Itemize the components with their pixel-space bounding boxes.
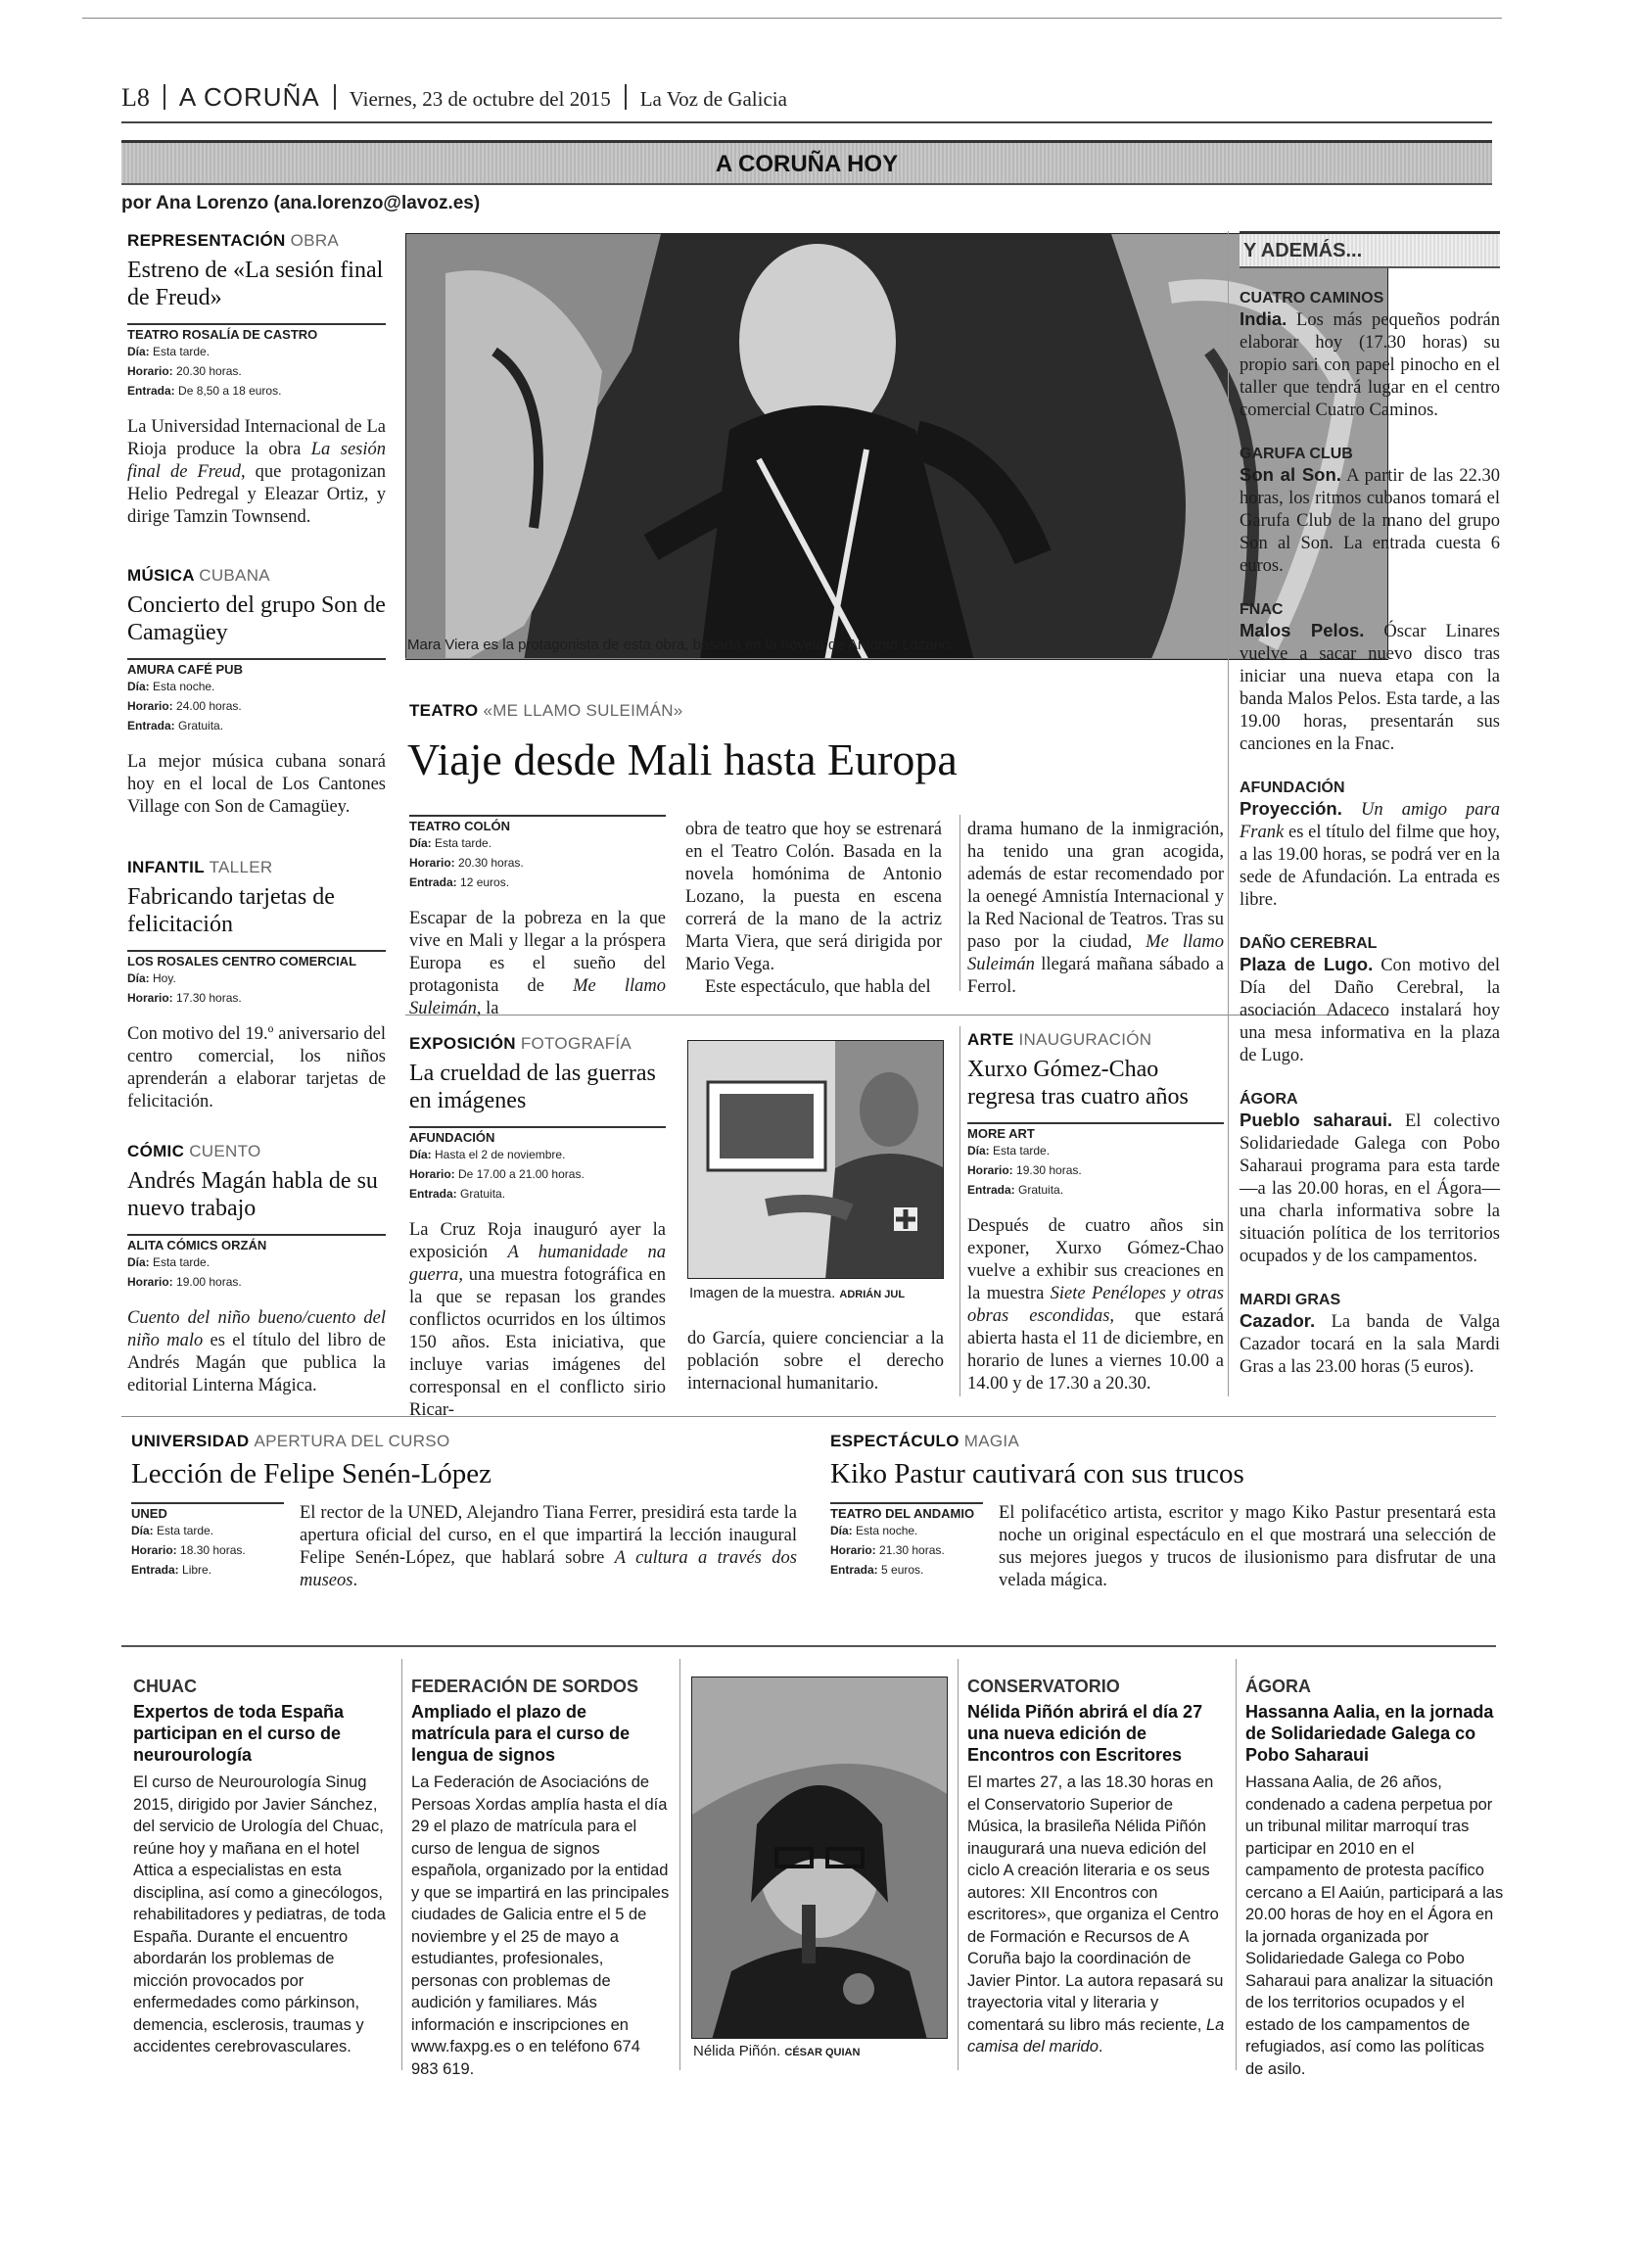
info-box: Día: Esta noche. Horario: 21.30 horas. Entrada: 5 euros. <box>830 1524 945 1577</box>
col-rule <box>958 1659 959 2070</box>
kicker: ESPECTÁCULO MAGIA <box>830 1432 1020 1450</box>
top-rule <box>82 18 1502 19</box>
main-col2: obra de teatro que hoy se estrenará en el Teatro Colón. Basada en la novela homónima de Antonio Lozano, la puesta en escena correrá de la mano de la actriz Marta Viera, que será dirigida por Mario Vega. Este espectáculo, que habla del <box>685 820 942 997</box>
info-box: Día: Esta tarde. Horario: 20.30 horas. Entrada: De 8,50 a 18 euros. <box>127 345 282 398</box>
kicker: MÚSICA CUBANA <box>127 566 270 585</box>
bottom-sordos <box>411 1677 670 2080</box>
item-body: La Federación de Asociacións de Persoas Xordas amplía hasta el día 29 el plazo de matrícula para el curso de lengua de signos española, organizado por la entidad y que se impartirá en las principales ciudades de Galicia entre el 5 de noviembre y el 25 de mayo a estudiantes, profesionales, personas con problemas de audición y familiares. Más información e inscripciones en www.faxpg.es o en teléfono 674 983 619. <box>411 1773 670 2078</box>
section-bar-title: A CORUÑA HOY <box>715 151 899 177</box>
pinon-photo-image <box>692 1677 948 2039</box>
venue: AMURA CAFÉ PUB <box>127 658 386 677</box>
venue: AFUNDACIÓN <box>409 1126 666 1145</box>
right-item-kicker: GARUFA CLUB <box>1240 446 1353 462</box>
item-infantil <box>127 858 386 1113</box>
col-rule <box>1236 1659 1237 2070</box>
venue: MORE ART <box>967 1122 1224 1141</box>
col-rule <box>679 1659 680 2070</box>
col-rule <box>959 815 960 991</box>
info-box: Día: Esta noche. Horario: 24.00 horas. Entrada: Gratuita. <box>127 680 242 732</box>
main-col3: drama humano de la inmigración, ha tenido una gran acogida, además de estar recomendado por la oenegé Amnistía Internacional y la Red Nacional de Teatros. Tras su paso por la ciudad, Me llamo Suleimán llegará mañana sábado a Ferrol. <box>967 820 1224 997</box>
right-item-kicker: DAÑO CEREBRAL <box>1240 935 1378 952</box>
item-body: El rector de la UNED, Alejandro Tiana Ferrer, presidirá esta tarde la apertura oficial del curso, en el que impartirá la lección inaugural Felipe Senén-López, que hablará sobre A cultura a través dos museos. <box>300 1503 797 1590</box>
item-musica <box>127 566 386 819</box>
pinon-caption: Nélida Piñón. CÉSAR QUIAN <box>693 2043 861 2059</box>
section-name: A CORUÑA <box>178 82 320 112</box>
item-title: Andrés Magán habla de su nuevo trabajo <box>127 1168 378 1221</box>
main-title: Viaje desde Mali hasta Europa <box>407 734 958 784</box>
right-item-kicker: FNAC <box>1240 601 1284 618</box>
right-item <box>1240 446 1500 578</box>
item-title: Xurxo Gómez-Chao regresa tras cuatro años <box>967 1057 1189 1110</box>
item-body: El polifacético artista, escritor y mago Kiko Pastur presentará esta noche un original espectáculo en el que mostrará una selección de sus mejores juegos y trucos de ilusionismo para disfrutar de una velada mágica. <box>999 1503 1496 1590</box>
right-item-text: Proyección. Un amigo para Frank es el título del filme que hoy, a las 19.00 horas, se podrá ver en la sede de Afundación. La entrada es libre. <box>1240 798 1500 910</box>
right-item <box>1240 290 1500 422</box>
page-number: L8 <box>121 83 150 112</box>
bottom-agora <box>1245 1677 1504 2080</box>
item-title: Hassanna Aalia, en la jornada de Solidariedade Galega co Pobo Saharaui <box>1245 1702 1494 1765</box>
kicker: CÓMIC CUENTO <box>127 1142 261 1160</box>
header-rule <box>121 121 1492 123</box>
item-title: Ampliado el plazo de matrícula para el curso de lengua de signos <box>411 1702 631 1765</box>
bottom-band-rule <box>121 1645 1496 1647</box>
right-item-text: India. Los más pequeños podrán elaborar hoy (17.30 horas) su propio sari con papel pinocho en el taller que tendrá lugar en el centro comercial Cuatro Caminos. <box>1240 308 1500 420</box>
info-box: Día: Esta tarde. Horario: 19.30 horas. Entrada: Gratuita. <box>967 1144 1082 1197</box>
bottom-conservatorio <box>967 1677 1226 2058</box>
right-item <box>1240 1292 1500 1379</box>
pinon-photo <box>691 1677 948 2039</box>
issue-date: Viernes, 23 de octubre del 2015 <box>349 87 611 111</box>
item-title: Concierto del grupo Son de Camagüey <box>127 592 386 645</box>
info-box: Día: Esta tarde. Horario: 18.30 horas. Entrada: Libre. <box>131 1524 246 1577</box>
item-magia <box>830 1432 1496 1592</box>
kicker: CHUAC <box>133 1677 197 1696</box>
kicker: CONSERVATORIO <box>967 1677 1120 1696</box>
band-rule <box>121 1416 1496 1417</box>
right-item <box>1240 601 1500 756</box>
info-box: Día: Hoy. Horario: 17.30 horas. <box>127 971 242 1005</box>
right-item-text: Malos Pelos. Óscar Linares vuelve a sacar nuevo disco tras iniciar una nueva etapa con la banda Malos Pelos. Esta tarde, a las 19.00 horas, presentarán sus canciones en la Fnac. <box>1240 620 1500 754</box>
right-item-kicker: AFUNDACIÓN <box>1240 780 1345 796</box>
item-body: La Universidad Internacional de La Rioja produce la obra La sesión final de Freud, que protagonizan Helio Pedregal y Eleazar Ortiz, y dirige Tamzin Townsend. <box>127 417 387 527</box>
right-item-text: Son al Son. A partir de las 22.30 horas, los ritmos cubanos tomará el Garufa Club de la mano del grupo Son al Son. La entrada cuesta 6 euros. <box>1240 464 1500 576</box>
expo-photo <box>687 1040 944 1279</box>
expo-photo-image <box>688 1041 944 1279</box>
item-title: Nélida Piñón abrirá el día 27 una nueva edición de Encontros con Escritores <box>967 1702 1203 1765</box>
kicker: ARTE INAUGURACIÓN <box>967 1030 1152 1049</box>
kicker: EXPOSICIÓN FOTOGRAFÍA <box>409 1034 632 1053</box>
venue: ALITA CÓMICS ORZÁN <box>127 1234 386 1252</box>
right-col-rule <box>1228 231 1229 1396</box>
item-body: La mejor música cubana sonará hoy en el local de Los Cantones Village con Son de Camagüey. <box>127 752 386 817</box>
expo-caption: Imagen de la muestra. ADRIÁN JUL <box>689 1285 906 1301</box>
running-header <box>121 82 787 113</box>
main-col1: Escapar de la pobreza en la que vive en Mali y llegar a la próspera Europa es el sueño del protagonista de Me llamo Suleimán, la <box>409 909 666 1018</box>
byline: por Ana Lorenzo (ana.lorenzo@lavoz.es) <box>121 193 481 213</box>
venue: UNED <box>131 1502 284 1521</box>
item-body: Después de cuatro años sin exponer, Xurxo Gómez-Chao vuelve a exhibir sus creaciones en la muestra Siete Penélopes y otras obras escondidas, que estará abierta hasta el 11 de diciembre, en horario de lunes a viernes 10.00 a 14.00 y de 17.30 a 20.30. <box>967 1216 1224 1394</box>
item-title: La crueldad de las guerras en imágenes <box>409 1061 656 1113</box>
item-expo <box>409 1034 666 1422</box>
main-kicker: TEATRO «ME LLAMO SULEIMÁN» <box>409 701 683 720</box>
item-body: Hassana Aalia, de 26 años, condenado a cadena perpetua por un tribunal militar marroquí tras participar en 2010 en el campamento de protesta pacífico cercano a El Aaiún, participará a las 20.00 horas de hoy en el Ágora en la jornada organizada por Solidariedade Galega co Pobo Saharaui para analizar la situación de los territorios ocupados y el estado de los campamentos de refugiados, así como las políticas de asilo. <box>1245 1773 1504 2078</box>
item-title: Expertos de toda España participan en el curso de neurourología <box>133 1702 345 1765</box>
venue: TEATRO DEL ANDAMIO <box>830 1502 983 1521</box>
item-uned <box>131 1432 797 1592</box>
item-body: Con motivo del 19.º aniversario del centro comercial, los niños aprenderán a elaborar tarjetas de felicitación. <box>127 1024 386 1111</box>
item-body: El curso de Neurourología Sinug 2015, dirigido por Javier Sánchez, del servicio de Urología del Chuac, reúne hoy y mañana en el hotel Attica a especialistas en esta disciplina, así como a ginecólogos, rehabilitadores y pediatras, de toda España. Durante el encuentro abordarán los problemas de micción provocados por enfermedades como párkinson, demencia, esclerosis, traumas y accidentes cerebrovasculares. <box>133 1773 386 2055</box>
right-item-kicker: ÁGORA <box>1240 1091 1298 1108</box>
kicker: ÁGORA <box>1245 1677 1311 1696</box>
item-title: Lección de Felipe Senén-López <box>131 1458 491 1489</box>
col-rule <box>959 1026 960 1396</box>
item-comic <box>127 1142 386 1397</box>
venue: TEATRO COLÓN <box>409 815 666 833</box>
col-rule <box>401 1659 402 2070</box>
right-head: Y ADEMÁS... <box>1240 231 1500 268</box>
newspaper-name: La Voz de Galicia <box>639 87 787 111</box>
right-item <box>1240 780 1500 912</box>
right-item-text: Pueblo saharaui. El colectivo Solidariedade Galega con Pobo Saharaui programa para esta tarde —a las 20.00 horas, en el Ágora— una charla informativa sobre la situación política de los territorios ocupados y de los campamentos. <box>1240 1110 1500 1266</box>
kicker: INFANTIL TALLER <box>127 858 273 876</box>
kicker: FEDERACIÓN DE SORDOS <box>411 1677 639 1696</box>
right-item-text: Cazador. La banda de Valga Cazador tocará en la sala Mardi Gras a las 23.00 horas (5 euros). <box>1240 1310 1500 1377</box>
kicker: UNIVERSIDAD APERTURA DEL CURSO <box>131 1432 450 1450</box>
photo-caption: Mara Viera es la protagonista de esta obra, basada en la novela de Antonio Lozano. <box>407 637 955 653</box>
right-column <box>1240 231 1500 1379</box>
item-title: Kiko Pastur cautivará con sus trucos <box>830 1458 1244 1489</box>
kicker: REPRESENTACIÓN OBRA <box>127 231 340 250</box>
right-item-kicker: MARDI GRAS <box>1240 1292 1341 1308</box>
section-bar <box>121 140 1492 185</box>
item-body: El martes 27, a las 18.30 horas en el Conservatorio Superior de Música, la brasileña Nélida Piñón inaugurará una nueva edición del ciclo A creación literaria e os seus autores: XII Encontros con escritores», que organiza el Centro de Formación e Recursos de A Coruña bajo la coordinación de Javier Pintor. La autora repasará su trayectoria vital y literaria y comentará su libro más reciente, La camisa del marido. <box>967 1773 1225 2055</box>
expo-cont: do García, quiere concienciar a la población sobre el derecho internacional humanitario. <box>687 1329 944 1394</box>
main-info <box>409 815 666 1020</box>
item-arte <box>967 1030 1224 1395</box>
info-box: Día: Esta tarde. Horario: 19.00 horas. <box>127 1255 242 1289</box>
item-title: Fabricando tarjetas de felicitación <box>127 884 335 937</box>
info-box: Día: Esta tarde. Horario: 20.30 horas. Entrada: 12 euros. <box>409 836 524 889</box>
right-item-kicker: CUATRO CAMINOS <box>1240 290 1384 307</box>
item-body: La Cruz Roja inauguró ayer la exposición A humanidade na guerra, una muestra fotográfica en la que se repasan los grandes conflictos ocurridos en los últimos 150 años. Esta iniciativa, que incluye varias imágenes del corresponsal en el conflicto sirio Ricar- <box>409 1220 667 1420</box>
bottom-chuac <box>133 1677 392 2058</box>
item-freud <box>127 231 386 529</box>
venue: TEATRO ROSALÍA DE CASTRO <box>127 323 386 342</box>
right-item <box>1240 935 1500 1067</box>
item-title: Estreno de «La sesión final de Freud» <box>127 258 384 310</box>
venue: LOS ROSALES CENTRO COMERCIAL <box>127 950 386 969</box>
info-box: Día: Hasta el 2 de noviembre. Horario: De 17.00 a 21.00 horas. Entrada: Gratuita. <box>409 1148 585 1201</box>
right-item-text: Plaza de Lugo. Con motivo del Día del Daño Cerebral, la asociación Adaceco instalará hoy una mesa informativa en la plaza de Lugo. <box>1240 954 1500 1065</box>
item-body: Cuento del niño bueno/cuento del niño malo es el título del libro de Andrés Magán que publica la editorial Linterna Mágica. <box>127 1308 386 1395</box>
right-item <box>1240 1091 1500 1268</box>
